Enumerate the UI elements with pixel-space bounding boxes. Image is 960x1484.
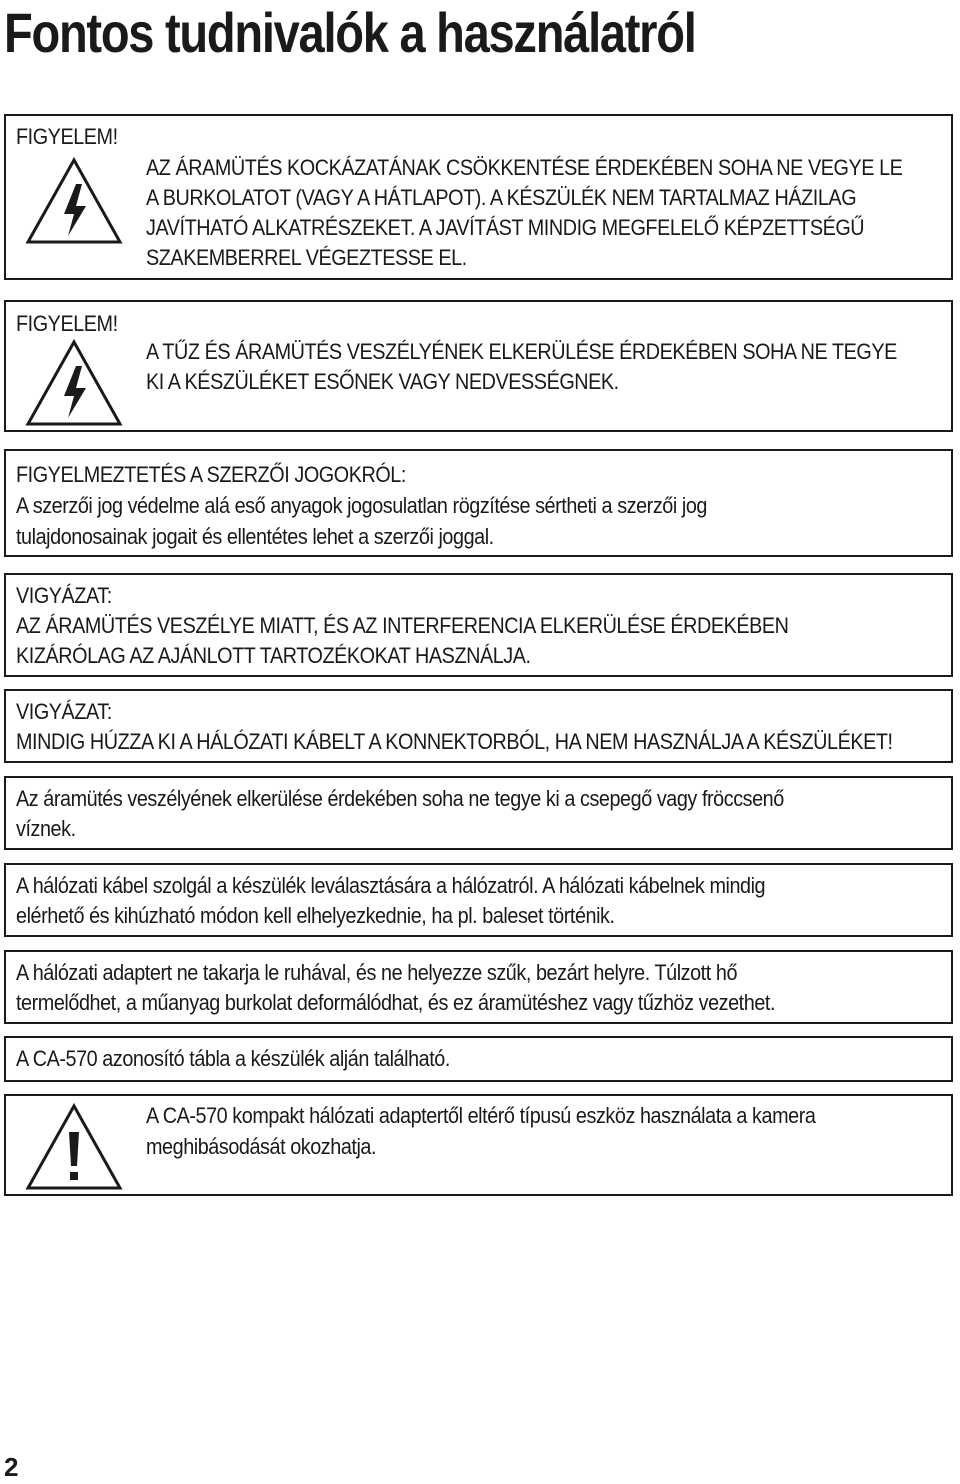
caution-box-adapter-type bbox=[4, 1094, 953, 1196]
warning-line: KI A KÉSZÜLÉKET ESŐNEK VAGY NEDVESSÉGNEK. bbox=[146, 369, 619, 394]
notice-line: Az áramütés veszélyének elkerülése érdekében soha ne tegye ki a csepegő vagy fröccsenő bbox=[16, 786, 784, 811]
warning-line: JAVÍTHATÓ ALKATRÉSZEKET. A JAVÍTÁST MINDIG MEGFELELŐ KÉPZETTSÉGŰ bbox=[146, 215, 865, 240]
notice-box-power-cable bbox=[4, 863, 953, 937]
page-number: 2 bbox=[4, 1452, 19, 1482]
copyright-notice-box bbox=[4, 449, 953, 557]
notice-line: termelődhet, a műanyag burkolat deformálódhat, és ez áramütéshez vagy tűzhöz vezethet. bbox=[16, 990, 776, 1015]
notice-line: A CA-570 azonosító tábla a készülék alján található. bbox=[16, 1046, 450, 1071]
notice-line: A hálózati adaptert ne takarja le ruhával, és ne helyezze szűk, bezárt helyre. Túlzott hő bbox=[16, 960, 738, 985]
warning-label: FIGYELEM! bbox=[16, 311, 118, 336]
warning-box-fire-moisture bbox=[4, 300, 953, 432]
notice-line: elérhető és kihúzható módon kell elhelyezkednie, ha pl. baleset történik. bbox=[16, 903, 615, 928]
warning-label: FIGYELEM! bbox=[16, 124, 118, 149]
caution-line: AZ ÁRAMÜTÉS VESZÉLYE MIATT, ÉS AZ INTERFERENCIA ELKERÜLÉSE ÉRDEKÉBEN bbox=[16, 613, 789, 638]
electric-shock-warning-icon bbox=[24, 338, 124, 428]
copyright-line: tulajdonosainak jogait és ellentétes lehet a szerzői joggal. bbox=[16, 524, 494, 549]
caution-heading: VIGYÁZAT: bbox=[16, 699, 112, 724]
notice-box-id-plate bbox=[4, 1036, 953, 1082]
caution-box-accessories bbox=[4, 573, 953, 677]
warning-line: AZ ÁRAMÜTÉS KOCKÁZATÁNAK CSÖKKENTÉSE ÉRDEKÉBEN SOHA NE VEGYE LE bbox=[146, 155, 903, 180]
caution-line: MINDIG HÚZZA KI A HÁLÓZATI KÁBELT A KONNEKTORBÓL, HA NEM HASZNÁLJA A KÉSZÜLÉKET! bbox=[16, 729, 893, 754]
copyright-line: A szerzői jog védelme alá eső anyagok jogosulatlan rögzítése sértheti a szerzői jog bbox=[16, 493, 708, 518]
copyright-heading: FIGYELMEZTETÉS A SZERZŐI JOGOKRÓL: bbox=[16, 462, 406, 487]
electric-shock-warning-icon bbox=[24, 156, 124, 246]
caution-exclamation-icon bbox=[24, 1102, 124, 1192]
caution-heading: VIGYÁZAT: bbox=[16, 583, 112, 608]
caution-box-unplug bbox=[4, 689, 953, 763]
notice-box-adapter-cover bbox=[4, 950, 953, 1024]
notice-line: víznek. bbox=[16, 816, 76, 841]
notice-line: A hálózati kábel szolgál a készülék leválasztására a hálózatról. A hálózati kábelnek mindig bbox=[16, 873, 766, 898]
warning-line: SZAKEMBERREL VÉGEZTESSE EL. bbox=[146, 245, 467, 270]
caution-line: A CA-570 kompakt hálózati adaptertől eltérő típusú eszköz használata a kamera bbox=[146, 1103, 816, 1128]
notice-box-water bbox=[4, 776, 953, 850]
caution-line: KIZÁRÓLAG AZ AJÁNLOTT TARTOZÉKOKAT HASZNÁLJA. bbox=[16, 643, 531, 668]
warning-box-shock-cover bbox=[4, 114, 953, 280]
warning-line: A TŰZ ÉS ÁRAMÜTÉS VESZÉLYÉNEK ELKERÜLÉSE ÉRDEKÉBEN SOHA NE TEGYE bbox=[146, 339, 897, 364]
warning-line: A BURKOLATOT (VAGY A HÁTLAPOT). A KÉSZÜLÉK NEM TARTALMAZ HÁZILAG bbox=[146, 185, 857, 210]
page-title: Fontos tudnivalók a használatról bbox=[4, 1, 696, 64]
caution-line: meghibásodását okozhatja. bbox=[146, 1134, 377, 1159]
